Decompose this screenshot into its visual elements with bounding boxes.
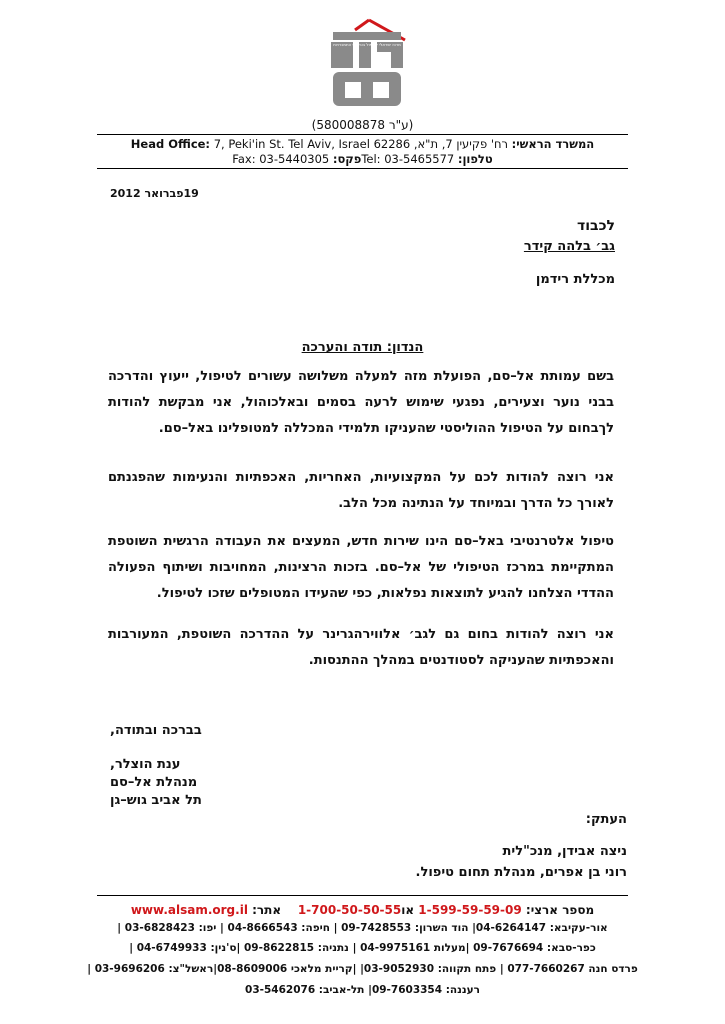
national-phone-2: 1-700-50-50-55: [297, 903, 402, 917]
registration-number: (ע"ר 580008878): [311, 118, 414, 132]
site-label: אתר:: [252, 903, 282, 917]
recipient-greeting: לכבוד: [577, 218, 615, 234]
tel-en: Tel: 03-5465577: [361, 152, 455, 166]
national-or: או: [401, 903, 415, 917]
fax-label-he: פקס:: [332, 152, 362, 166]
alsam-logo: [325, 18, 409, 110]
cc-line-2: רוני בן אפרים, מנהלת תחום טיפול.: [415, 865, 627, 880]
website-link[interactable]: www.alsam.org.il: [130, 903, 248, 917]
footer-branches-line-2: כפר-סבא: 09-7676694 |מעלות 04-9975161 | נתניה: 09-8622815 |ס'נין: 04-6749933 |: [129, 942, 596, 954]
closing-regards: בברכה ובתודה,: [110, 723, 202, 738]
head-office-line: [97, 137, 628, 151]
national-label: מספר ארצי:: [525, 903, 595, 917]
recipient-name: גב׳ בלהה קידר: [523, 239, 615, 254]
recipient-org: מכללת רידמן: [535, 272, 615, 287]
cc-label: העתק:: [585, 812, 627, 827]
footer-branches-line-4: רעננה: 09-7603354| תל-אביב: 03-5462076: [245, 984, 480, 996]
letter-date: 19פברואר 2012: [110, 187, 199, 200]
logo-tagline: מרכז ישראלי לטיפול בטיפולי התמכרויות: [333, 42, 401, 47]
footer-national-line: [85, 903, 640, 917]
head-office-address: 7, Peki'in St. Tel Aviv, Israel 62286: [213, 137, 411, 151]
header-divider-top: [97, 134, 628, 135]
head-office-label: Head Office:: [130, 137, 211, 151]
signer-title: מנהלת אל–סם: [110, 775, 198, 790]
national-phone-1: 1-599-59-59-09: [418, 903, 522, 917]
body-paragraph-3: טיפול אלטרנטיבי באל–סם הינו שירות חדש, המעצים את העבודה הרגשית השוטפת המתקיימת במרכז הטיפולי של אל–סם. בזכות הרצינות, המחויבות ושיתוף הפעולה ההדדי הצלחנו להגיע לתוצאות נפלאות, כפי שהעידו המטופלים שזכו לטיפול.: [108, 534, 614, 601]
tel-label-he: טלפון:: [457, 152, 493, 166]
body-paragraph-4: אני רוצה להודות בחום גם לגב׳ אלווירהגרינר על ההדרכה השוטפת, המעורבות והאכפתיות שהעניקה לסטודנטים במהלך ההתנסות.: [108, 627, 614, 668]
footer-branches-line-1: אור-עקיבא: 04-6264147| הוד השרון: 09-7428553 | חיפה: 04-8666543 | יפו: 03-6828423 |: [117, 922, 608, 934]
footer-branches-line-3: פרדס חנה 077-7660267 | פתח תקווה: 03-9052930| |קריית מלאכי 08-8609006|ראשל"צ: 03-9696206 |: [87, 963, 638, 975]
body-paragraph-1: בשם עמותת אל–סם, הפועלת מזה למעלה משלושה עשורים לטיפול, ייעוץ והדרכה בבני נוער וצעירים, נפגעי שימוש לרעה בסמים ובאלכוהול, אני מבקשת להודות לךבחום על הטיפול ההוליסטי שהעניקו תלמידי המכללה למטופלינו באל–סם.: [108, 369, 614, 436]
body-paragraph-2: אני רוצה להודות לכם על המקצועיות, האחריות, האכפתיות והנעימות שהפגנתם לאורך כל הדרך ובמיוחד על הנתינה מכל הלב.: [108, 470, 614, 511]
logo-graphic: [325, 18, 409, 110]
footer-divider: [97, 895, 628, 896]
header-divider-bottom: [97, 168, 628, 169]
letter-subject: הנדון: תודה והערכה: [301, 340, 424, 355]
fax-en: Fax: 03-5440305: [232, 152, 330, 166]
signer-branch: תל אביב גוש–גן: [110, 793, 202, 808]
hq-label-he: המשרד הראשי:: [511, 137, 595, 151]
signer-name: ענת הוצלר,: [110, 757, 181, 772]
cc-line-1: ניצה אבידן, מנכ"לית: [502, 844, 627, 859]
contact-line: [97, 152, 628, 166]
hq-address-he: רח' פקיעין 7, ת"א,: [413, 137, 508, 151]
